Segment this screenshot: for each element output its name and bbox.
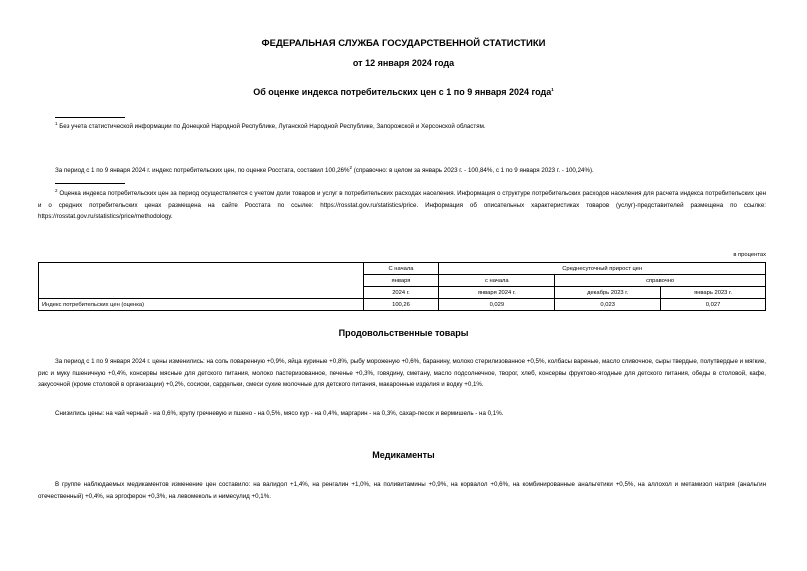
release-date: от 12 января 2024 года — [352, 58, 455, 68]
food-section-title: Продовольственные товары — [338, 328, 469, 338]
row-value-avg: 0,029 — [439, 299, 555, 311]
cpi-table — [38, 262, 766, 311]
col-jan: январь 2023 г. — [661, 287, 766, 299]
food-paragraph-2: Снизились цены: на чай черный - на 0,6%, крупу гречневую и пшено - на 0,5%, мясо кур - на 0,4%, маргарин - на 0,3%, сахар-песок и вермишель - на 0,1%. — [55, 410, 504, 417]
col-avg-start: с начала — [439, 275, 555, 287]
row-label: Индекс потребительских цен (оценка) — [39, 299, 364, 311]
page-title-text: Об оценке индекса потребительских цен с 1 по 9 января 2024 года — [253, 87, 552, 97]
col-avg-start2: января 2024 г. — [439, 287, 555, 299]
footnote-ref-1: 1 — [551, 87, 554, 92]
footnote-ref-2: 2 — [349, 165, 352, 170]
table-corner — [39, 263, 364, 299]
row-value-jan: 0,027 — [661, 299, 766, 311]
footnote-1-text: Без учета статистической информации по Донецкой Народной Республике, Луганской Народной Республике, Запорожской и Херсонской областям. — [59, 123, 486, 131]
row-value-dec: 0,023 — [555, 299, 661, 311]
footnote-1 — [55, 118, 767, 133]
col-start-line2: января — [363, 275, 439, 287]
col-start-line1: С начала — [363, 263, 439, 275]
meds-paragraph-1: В группе наблюдаемых медикаментов изменение цен составило: на валидол +1,4%, на ренгалин +1,0%, на поливитамины +0,9%, на корвалол +0,6%, на комбинированные анальгетики +0,5%, на аллохол и метамизол натрия (анальгин отечественный) +0,4%, на эргоферон +0,3%, на левомеколь и нимесулид +0,1%. — [38, 481, 766, 500]
summary-text: За период с 1 по 9 января 2024 г. индекс потребительских цен, по оценке Росстата, составил 100,26% — [55, 167, 350, 175]
food-paragraph-1: За период с 1 по 9 января 2024 г. цены изменились: на соль поваренную +0,9%, яйца куриные +0,8%, рыбу мороженую +0,6%, баранину, молоко стерилизованное +0,5%, колбасы вареные, масло сливочное, сыры твердые, полутвердые и мягкие, рис и муку пшеничную +0,4%, консервы мясные для детского питания, молоко пастеризованное, печенье +0,3%, говядину, сметану, масло подсолнечное, творог, хлеб, консервы фруктово-ягодные для детского питания, обеды в столовой, кафе, закусочной (кроме столовой в организации) +0,2%, сосиски, сардельки, смеси сухие молочные для детского питания, макаронные изделия и водку +0,1%. — [38, 358, 766, 388]
footnote-2-mark: 2 — [55, 188, 58, 193]
agency-heading: ФЕДЕРАЛЬНАЯ СЛУЖБА ГОСУДАРСТВЕННОЙ СТАТИСТИКИ — [261, 38, 546, 49]
col-start-line3: 2024 г. — [363, 287, 439, 299]
col-ref-header: справочно — [555, 275, 766, 287]
row-value-start: 100,26 — [363, 299, 439, 311]
page-title — [0, 87, 807, 97]
col-dec: декабрь 2023 г. — [555, 287, 661, 299]
meds-section-title: Медикаменты — [372, 450, 435, 460]
summary-paragraph — [55, 162, 767, 177]
footnote-2 — [38, 185, 766, 223]
footnote-2-text: Оценка индекса потребительских цен за период осуществляется с учетом доли товаров и услуг в потребительских расходах населения. Информация о структуре потребительских расходов населения для расчета индекса потребительских цен и о средних потребительских ценах размещена на сайте Росстата по ссылке: https://rosstat.gov.ru/statistics/price. Информация об описательных характеристиках товаров (услуг)-представителей размещена по ссылке: https://rosstat.gov.ru/statistics/price/methodology. — [38, 190, 766, 221]
summary-tail: (справочно: в целом за январь 2023 г. - 100,84%, с 1 по 9 января 2023 г. - 100,24%). — [351, 167, 594, 175]
table-units: в процентах — [733, 252, 766, 258]
table-row — [39, 299, 766, 311]
footnote-rule-2 — [55, 183, 125, 184]
footnote-1-mark: 1 — [55, 121, 58, 126]
col-avg-header: Среднесуточный прирост цен — [439, 263, 766, 275]
